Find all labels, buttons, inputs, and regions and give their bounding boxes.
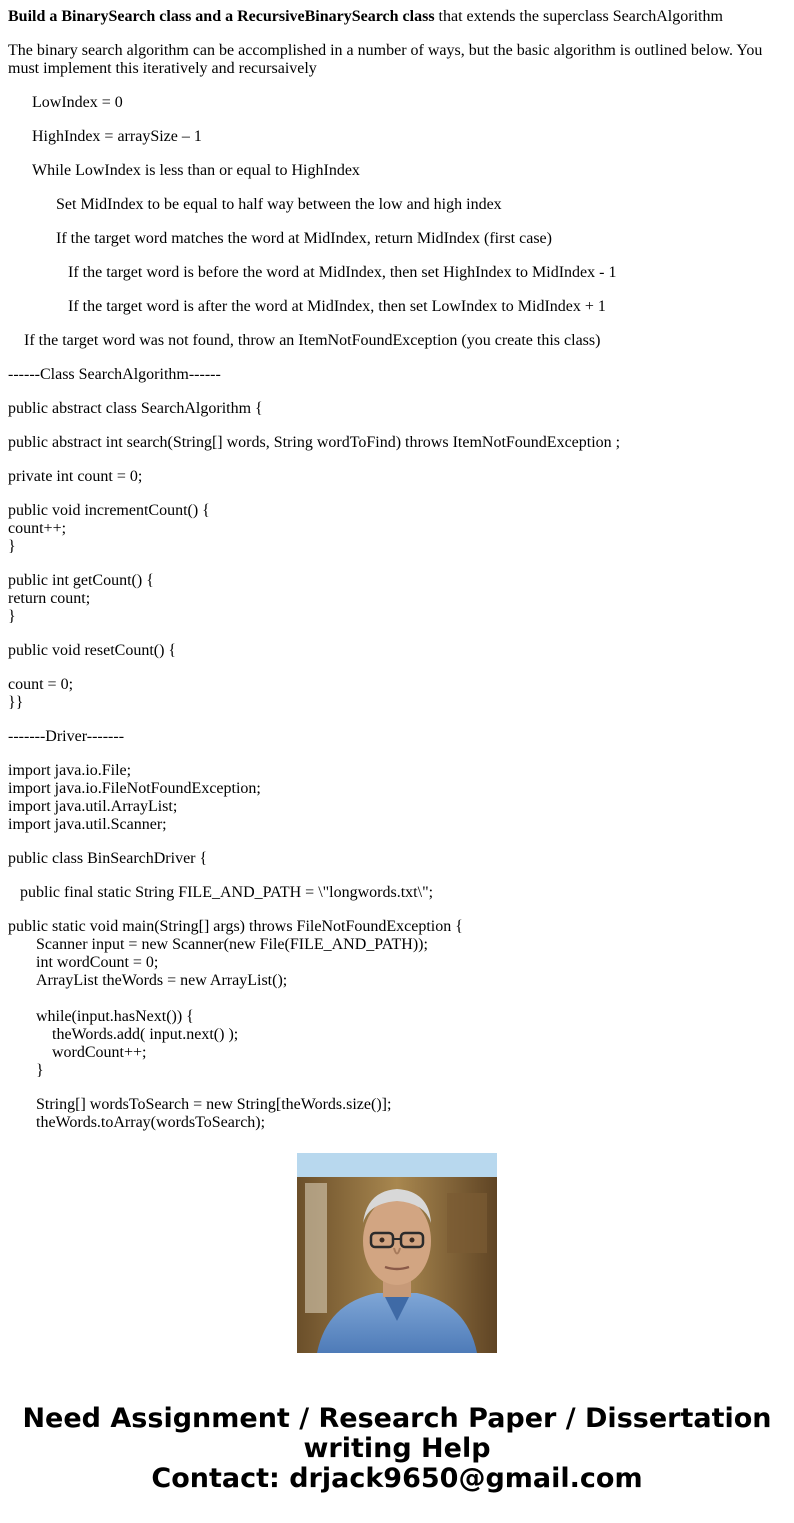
code-line: public void resetCount() { [8, 642, 177, 659]
algorithm-step: If the target word is after the word at MidIndex, then set LowIndex to MidIndex + 1 [8, 298, 606, 315]
promo-line: Need Assignment / Research Paper / Dissertation [22, 1403, 772, 1434]
intro-paragraph: The binary search algorithm can be accomplished in a number of ways, but the basic algorithm is outlined below. You must implement this iteratively and recursaively [8, 42, 763, 77]
code-block: public int getCount() { return count; } [8, 572, 154, 625]
code-line: public class BinSearchDriver { [8, 850, 208, 867]
class-header: ------Class SearchAlgorithm------ [8, 366, 221, 383]
algorithm-step: While LowIndex is less than or equal to HighIndex [8, 162, 360, 179]
code-block: public void incrementCount() { count++; } [8, 502, 210, 555]
title-rest: that extends the superclass SearchAlgorithm [434, 8, 723, 25]
code-block: String[] wordsToSearch = new String[theWords.size()]; theWords.toArray(wordsToSearch); [36, 1096, 392, 1131]
code-line: public final static String FILE_AND_PATH = \"longwords.txt\"; [8, 884, 434, 901]
code-line: public abstract class SearchAlgorithm { [8, 400, 263, 417]
title-bold: Build a BinarySearch class and a RecursiveBinarySearch class [8, 8, 435, 25]
algorithm-step: LowIndex = 0 [8, 94, 123, 111]
algorithm-step: HighIndex = arraySize – 1 [8, 128, 202, 145]
author-avatar [297, 1153, 497, 1353]
algorithm-step: If the target word is before the word at MidIndex, then set HighIndex to MidIndex - 1 [8, 264, 617, 281]
driver-header: -------Driver------- [8, 728, 125, 745]
author-portrait-image [297, 1153, 497, 1353]
code-block: public static void main(String[] args) throws FileNotFoundException { Scanner input = new Scanner(new File(FILE_AND_PATH)); int wordCount = 0; ArrayList theWords = new ArrayList(); [8, 918, 463, 989]
algorithm-step: If the target word matches the word at MidIndex, return MidIndex (first case) [8, 230, 552, 247]
code-line: public abstract int search(String[] words, String wordToFind) throws ItemNotFoundException ; [8, 434, 621, 451]
promo-line: writing Help [303, 1433, 491, 1464]
code-block: import java.io.File; import java.io.FileNotFoundException; import java.util.ArrayList; import java.util.Scanner; [8, 762, 261, 833]
code-block: while(input.hasNext()) { theWords.add( input.next() ); wordCount++; } [36, 1008, 239, 1079]
promo-contact: Contact: drjack9650@gmail.com [151, 1463, 643, 1494]
document-title [0, 8, 794, 26]
code-block: count = 0; }} [8, 676, 74, 711]
algorithm-step: If the target word was not found, throw an ItemNotFoundException (you create this class) [8, 332, 601, 349]
code-line: private int count = 0; [8, 468, 143, 485]
promo-banner [0, 1404, 794, 1494]
algorithm-step: Set MidIndex to be equal to half way between the low and high index [8, 196, 502, 213]
